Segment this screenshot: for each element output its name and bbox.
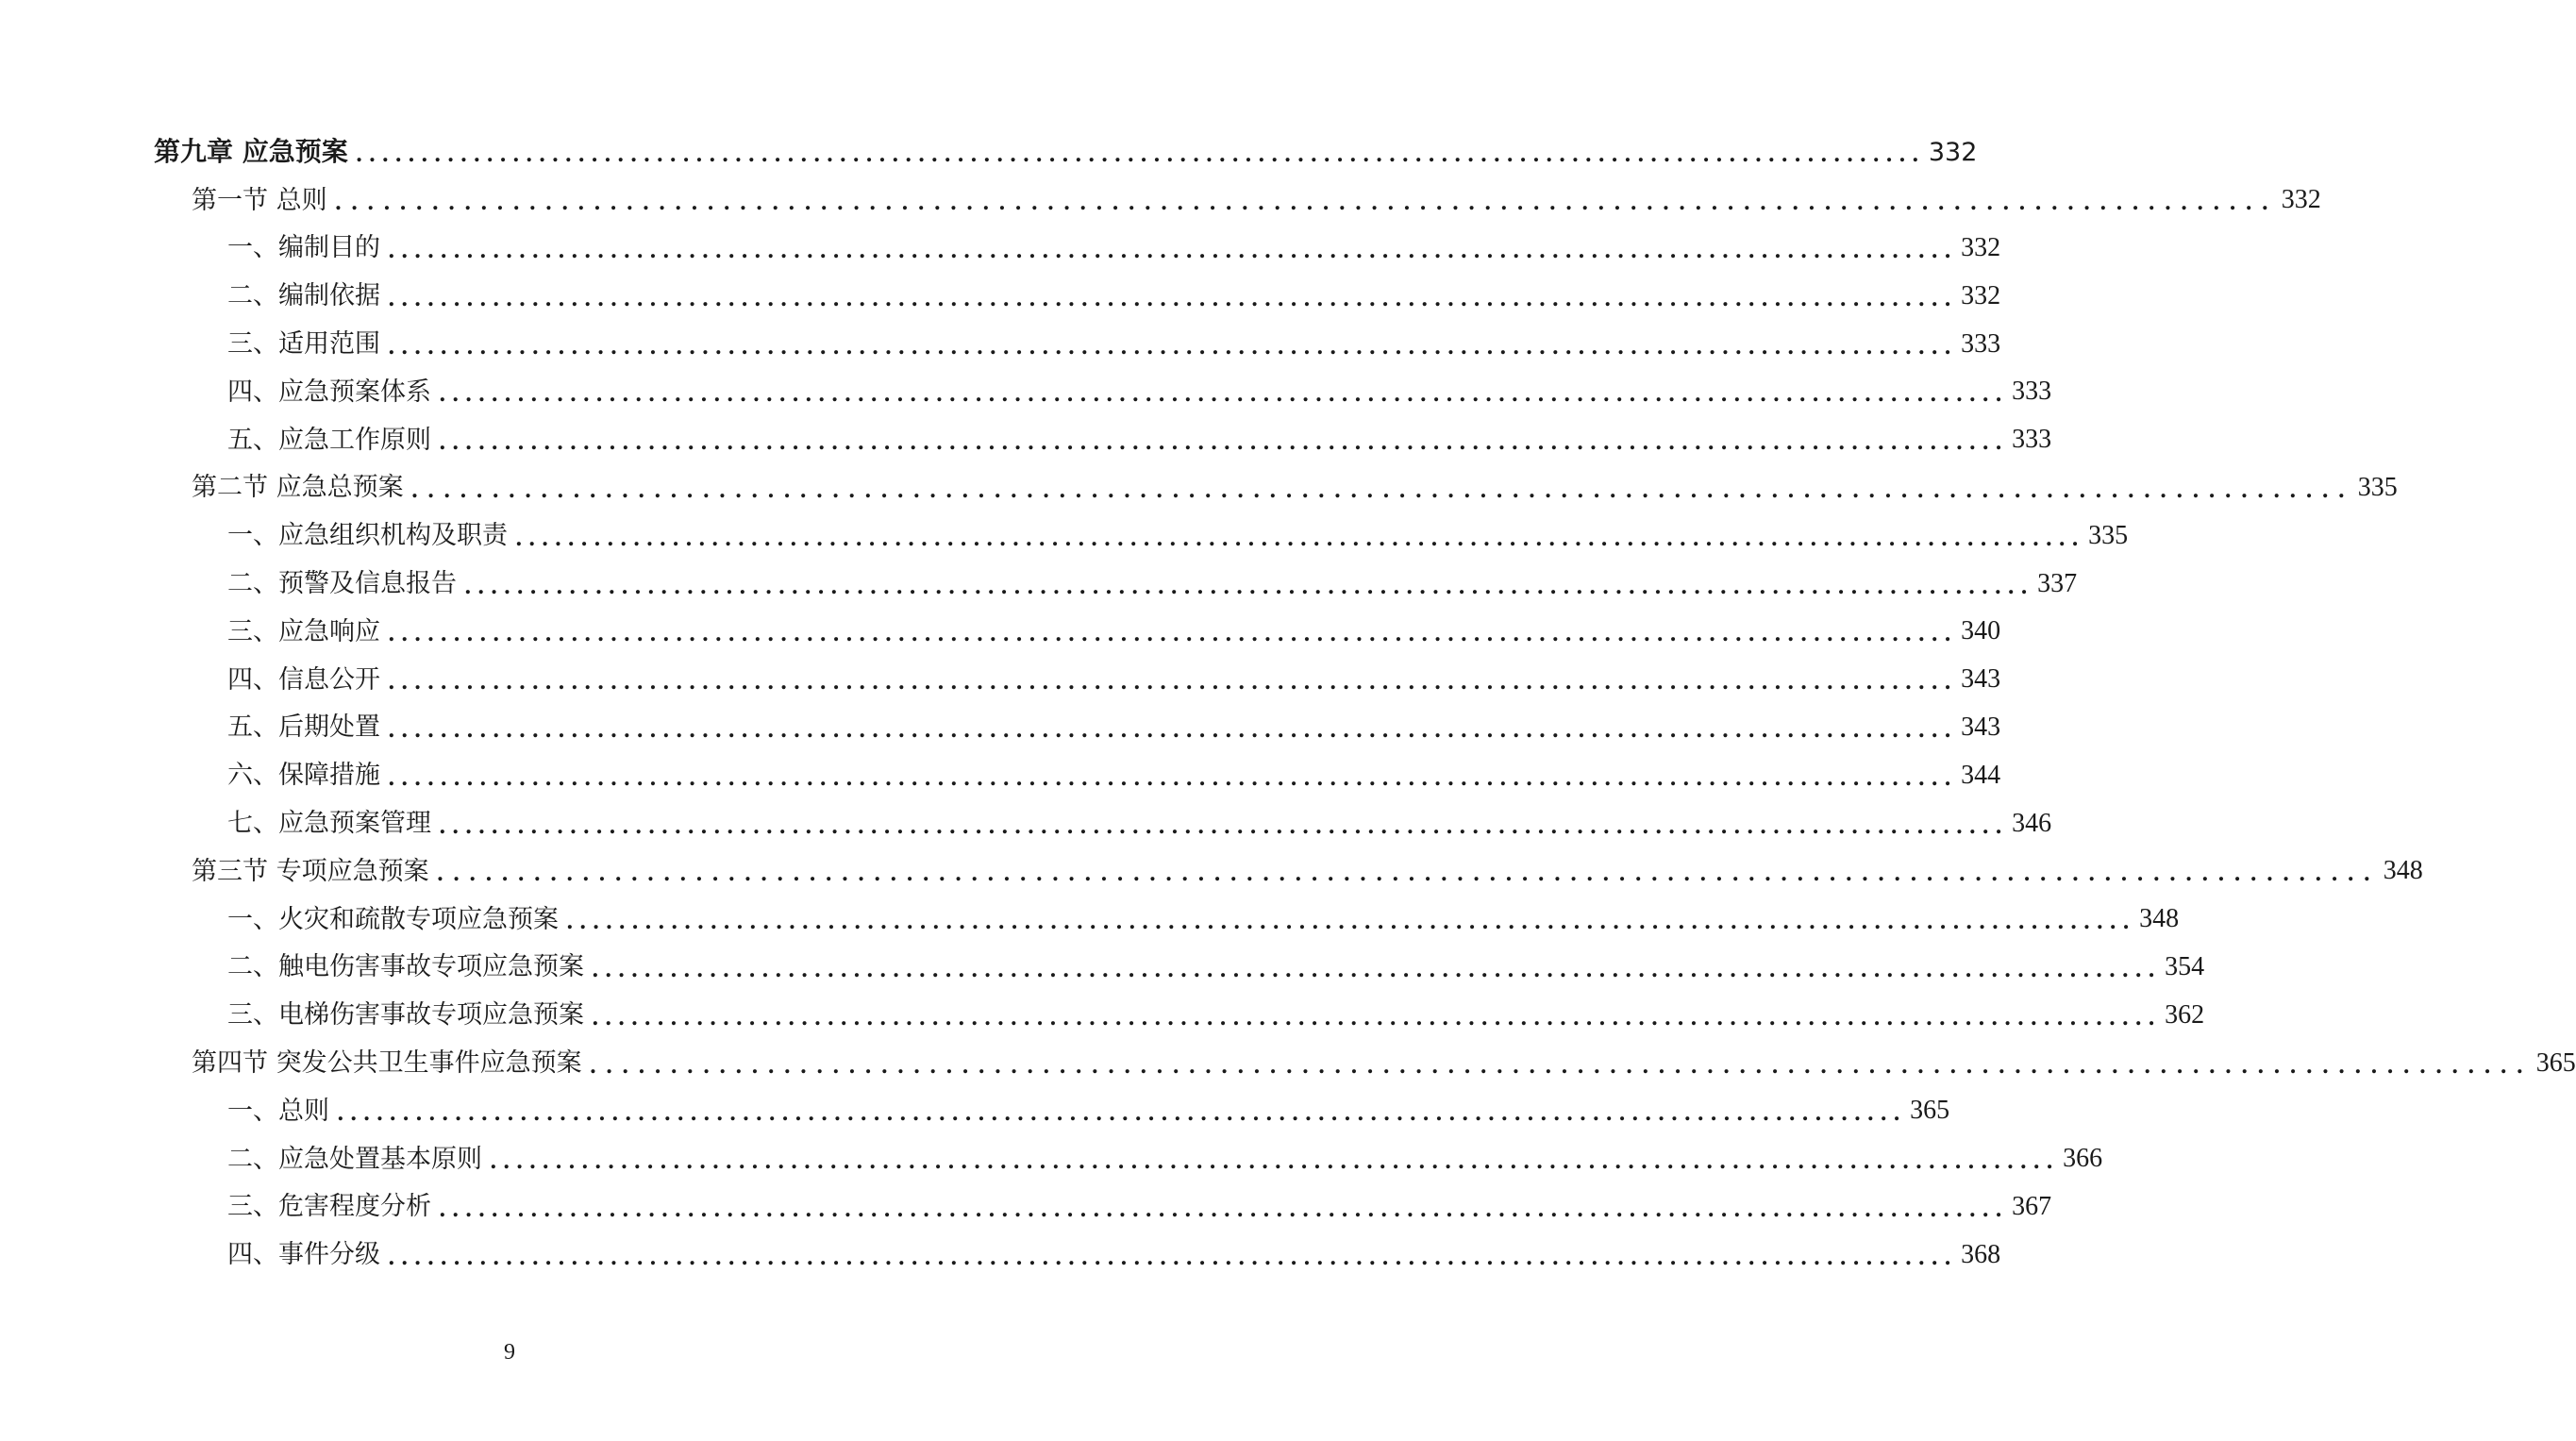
toc-dot-leader: ........................................................................................................................ bbox=[334, 191, 2278, 216]
toc-entry-page: 368 bbox=[1961, 1239, 2001, 1269]
toc-entry-title: 第一节 总则 bbox=[192, 185, 327, 215]
toc-entry-page: 333 bbox=[2012, 425, 2052, 455]
toc-entry[interactable] bbox=[0, 511, 2129, 560]
toc-entry-page: 340 bbox=[1961, 616, 2001, 646]
toc-entry-title: 三、电梯伤害事故专项应急预案 bbox=[227, 1000, 584, 1030]
toc-entry[interactable] bbox=[0, 1231, 2001, 1279]
toc-entry[interactable] bbox=[0, 128, 1978, 176]
toc-entry[interactable] bbox=[0, 1135, 2103, 1183]
toc-entry-page: 362 bbox=[2165, 999, 2205, 1030]
toc-entry-page: 365 bbox=[2535, 1047, 2576, 1078]
toc-entry[interactable] bbox=[0, 847, 2423, 896]
toc-entry-page: 332 bbox=[1961, 232, 2001, 262]
toc-entry[interactable] bbox=[0, 656, 2001, 704]
toc-entry[interactable] bbox=[0, 751, 2001, 799]
toc-entry-title: 第二节 应急总预案 bbox=[192, 473, 404, 503]
toc-entry-page: 348 bbox=[2139, 904, 2180, 934]
toc-dot-leader: ........................................................................................................................ bbox=[388, 286, 1958, 311]
toc-entry-title: 五、应急工作原则 bbox=[227, 425, 431, 455]
toc-entry-page: 365 bbox=[1910, 1096, 1950, 1126]
toc-entry[interactable] bbox=[0, 799, 2052, 847]
toc-entry-title: 第三节 专项应急预案 bbox=[192, 856, 429, 886]
toc-dot-leader: ........................................................................................................................ bbox=[388, 765, 1958, 791]
toc-entry-page: 348 bbox=[2383, 856, 2423, 886]
toc-entry-page: 367 bbox=[2012, 1191, 2052, 1221]
toc-entry-title: 七、应急预案管理 bbox=[227, 809, 431, 839]
toc-entry-title: 一、应急组织机构及职责 bbox=[227, 521, 508, 551]
toc-dot-leader: ........................................................................................................................ bbox=[388, 622, 1958, 647]
toc-entry-page: 335 bbox=[2357, 472, 2398, 502]
toc-dot-leader: ........................................................................................................................ bbox=[439, 813, 2009, 839]
toc-entry-page: 366 bbox=[2063, 1144, 2103, 1174]
toc-entry[interactable] bbox=[0, 704, 2001, 752]
toc-entry-title: 四、信息公开 bbox=[227, 664, 380, 695]
toc-dot-leader: ........................................................................................................................ bbox=[388, 670, 1958, 695]
toc-dot-leader: ........................................................................................................................ bbox=[439, 430, 2009, 456]
toc-entry-title: 二、应急处置基本原则 bbox=[227, 1144, 482, 1174]
toc-entry-title: 二、触电伤害事故专项应急预案 bbox=[227, 952, 584, 982]
toc-entry-page: 346 bbox=[2012, 808, 2052, 838]
toc-entry-title: 一、编制目的 bbox=[227, 233, 380, 263]
toc-entry[interactable] bbox=[0, 560, 2078, 608]
toc-dot-leader: ........................................................................................................................ bbox=[592, 1005, 2162, 1030]
toc-entry-title: 一、火灾和疏散专项应急预案 bbox=[227, 904, 559, 934]
toc-entry-page: 344 bbox=[1961, 760, 2001, 790]
toc-dot-leader: ........................................................................................................................ bbox=[388, 334, 1958, 360]
toc-entry[interactable] bbox=[0, 176, 2321, 225]
toc-dot-leader: ........................................................................................................................ bbox=[388, 717, 1958, 743]
toc-entry[interactable] bbox=[0, 320, 2001, 368]
toc-entry-page: 332 bbox=[2281, 185, 2321, 215]
toc-entry-title: 二、预警及信息报告 bbox=[227, 569, 457, 599]
toc-entry-title: 六、保障措施 bbox=[227, 761, 380, 791]
toc-dot-leader: ........................................................................................................................ bbox=[439, 1197, 2009, 1222]
toc-dot-leader: ........................................................................................................................ bbox=[439, 382, 2009, 408]
toc-entry[interactable] bbox=[0, 608, 2001, 656]
toc-entry-title: 二、编制依据 bbox=[227, 281, 380, 311]
toc-entry-title: 三、适用范围 bbox=[227, 329, 380, 360]
toc-entry-title: 五、后期处置 bbox=[227, 712, 380, 743]
toc-entry-title: 四、事件分级 bbox=[227, 1240, 380, 1270]
toc-dot-leader: ........................................................................................................................ bbox=[566, 910, 2136, 935]
toc-dot-leader: ........................................................................................................................ bbox=[337, 1101, 1907, 1127]
toc-entry-page: 343 bbox=[1961, 712, 2001, 742]
toc-dot-leader: ........................................................................................................................ bbox=[355, 142, 1925, 168]
toc-entry[interactable] bbox=[0, 464, 2398, 512]
toc-entry-title: 四、应急预案体系 bbox=[227, 377, 431, 407]
toc-dot-leader: ........................................................................................................................ bbox=[388, 1245, 1958, 1270]
toc-dot-leader: ........................................................................................................................ bbox=[490, 1149, 2060, 1175]
toc-entry[interactable] bbox=[0, 1087, 1950, 1135]
toc-entry-title: 第四节 突发公共卫生事件应急预案 bbox=[192, 1048, 582, 1079]
toc-dot-leader: ........................................................................................................................ bbox=[464, 574, 2034, 599]
toc-entry-page: 335 bbox=[2088, 520, 2129, 550]
toc-entry-page: 333 bbox=[2012, 377, 2052, 407]
page-number: 9 bbox=[504, 1340, 515, 1365]
toc-entry[interactable] bbox=[0, 416, 2052, 464]
table-of-contents bbox=[0, 128, 2576, 1279]
toc-dot-leader: ........................................................................................................................ bbox=[515, 526, 2085, 551]
toc-entry-page: 354 bbox=[2165, 951, 2205, 981]
toc-dot-leader: ........................................................................................................................ bbox=[436, 862, 2380, 887]
toc-entry-title: 一、总则 bbox=[227, 1096, 329, 1126]
toc-entry[interactable] bbox=[0, 1039, 2576, 1087]
toc-entry-page: 332 bbox=[1928, 137, 1978, 167]
toc-entry-title: 三、应急响应 bbox=[227, 616, 380, 646]
toc-entry-page: 343 bbox=[1961, 664, 2001, 695]
toc-entry[interactable] bbox=[0, 1183, 2052, 1232]
toc-entry-page: 332 bbox=[1961, 280, 2001, 310]
toc-entry[interactable] bbox=[0, 991, 2205, 1039]
toc-entry-title: 三、危害程度分析 bbox=[227, 1192, 431, 1222]
toc-dot-leader: ........................................................................................................................ bbox=[388, 238, 1958, 263]
toc-entry[interactable] bbox=[0, 272, 2001, 320]
toc-entry[interactable] bbox=[0, 896, 2180, 944]
toc-entry-page: 333 bbox=[1961, 328, 2001, 359]
toc-entry[interactable] bbox=[0, 944, 2205, 992]
toc-entry[interactable] bbox=[0, 225, 2001, 273]
toc-dot-leader: ........................................................................................................................ bbox=[592, 957, 2162, 982]
toc-dot-leader: ........................................................................................................................ bbox=[589, 1053, 2533, 1079]
toc-entry[interactable] bbox=[0, 368, 2052, 416]
toc-entry-page: 337 bbox=[2037, 568, 2078, 598]
toc-entry-title: 第九章 应急预案 bbox=[154, 136, 348, 168]
toc-dot-leader: ........................................................................................................................ bbox=[410, 478, 2354, 503]
